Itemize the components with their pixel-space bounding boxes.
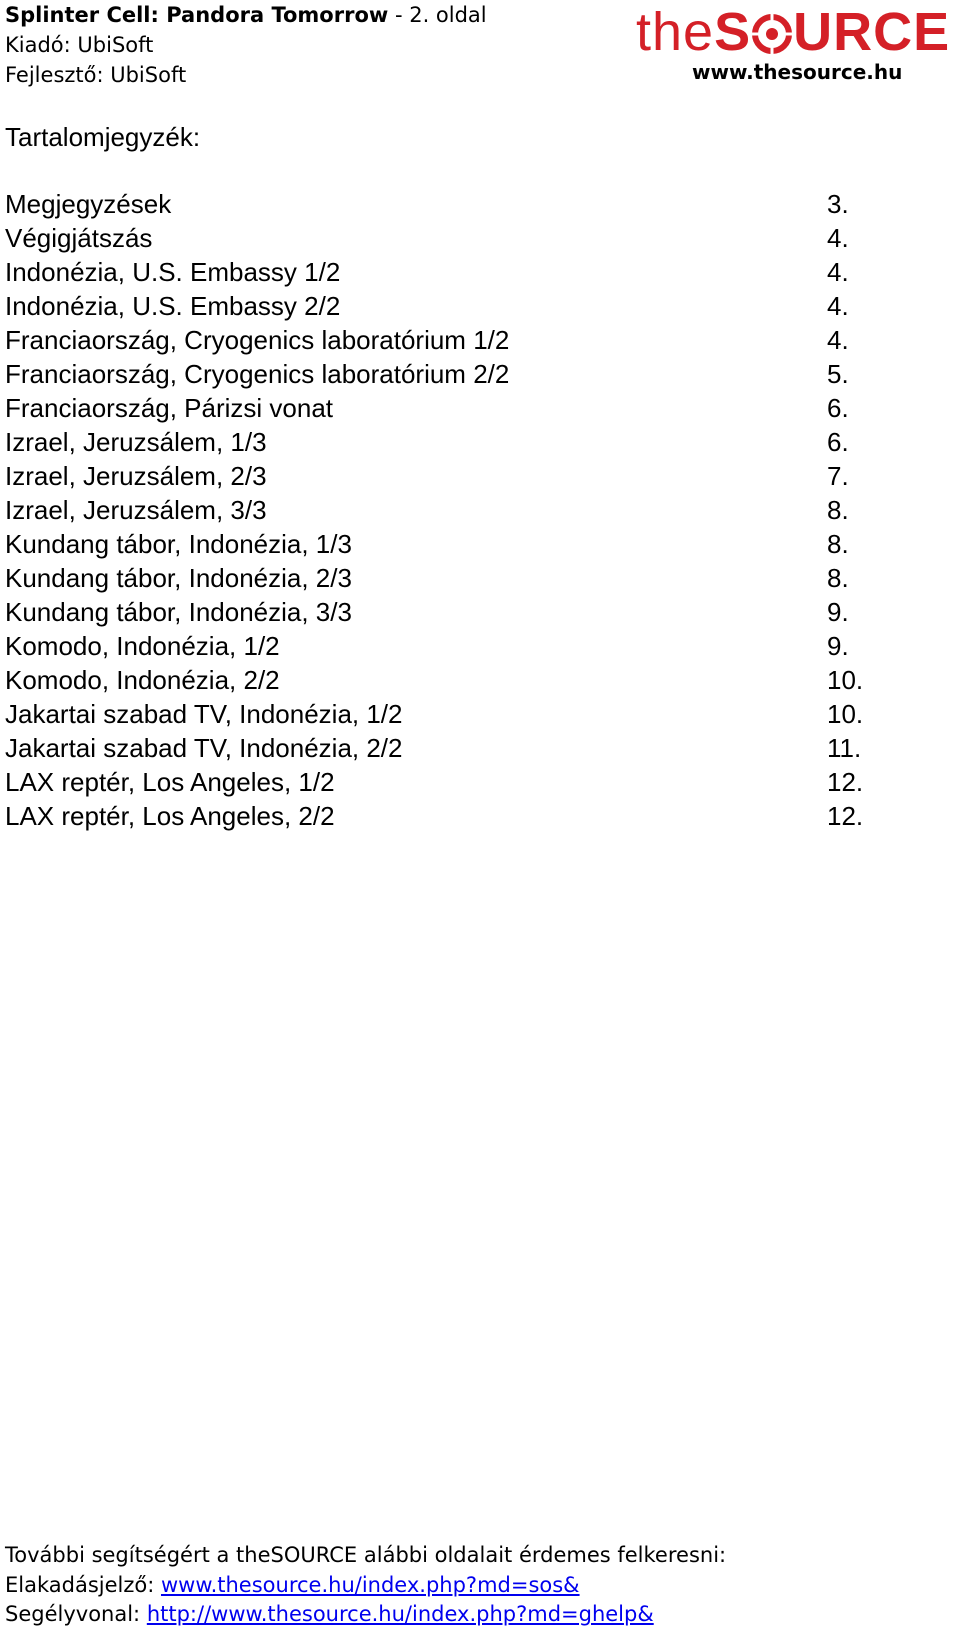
toc-entry-page: 12. — [827, 801, 864, 831]
toc-entry-page: 7. — [827, 461, 849, 491]
toc-entry — [5, 562, 875, 596]
toc-entry-title: LAX reptér, Los Angeles, 1/2 — [5, 767, 335, 797]
toc-entry — [5, 732, 875, 766]
toc-entry-page: 8. — [827, 529, 849, 559]
toc-entry — [5, 664, 875, 698]
toc-heading: Tartalomjegyzék: — [5, 122, 201, 152]
header-title-line — [5, 0, 487, 30]
logo-wordmark — [636, 4, 950, 60]
toc-entry-title: Izrael, Jeruzsálem, 2/3 — [5, 461, 267, 491]
toc-entry-page: 6. — [827, 393, 849, 423]
toc-entry-title: Megjegyzések — [5, 189, 172, 219]
footer-line-sos — [5, 1571, 726, 1601]
toc-entry — [5, 324, 875, 358]
toc-entry-title: Izrael, Jeruzsálem, 1/3 — [5, 427, 267, 457]
toc-entry — [5, 222, 875, 256]
footer-intro: További segítségért a theSOURCE alábbi oldalait érdemes felkeresni: — [5, 1543, 727, 1567]
toc-entry-title: Indonézia, U.S. Embassy 2/2 — [5, 291, 341, 321]
publisher-line: Kiadó: UbiSoft — [5, 33, 154, 57]
document-header — [5, 0, 487, 90]
toc-entry-page: 11. — [827, 733, 862, 763]
toc-entry-title: Franciaország, Cryogenics laboratórium 1/2 — [5, 325, 510, 355]
crosshair-target-icon — [752, 8, 792, 48]
toc-entry-page: 6. — [827, 427, 849, 457]
toc-entry-page: 3. — [827, 189, 849, 219]
toc-entry-title: Komodo, Indonézia, 2/2 — [5, 665, 280, 695]
toc-entry-page: 12. — [827, 767, 864, 797]
toc-entry-title: Izrael, Jeruzsálem, 3/3 — [5, 495, 267, 525]
toc-entry — [5, 426, 875, 460]
toc-entry — [5, 528, 875, 562]
toc-entry — [5, 290, 875, 324]
toc-entry-page: 4. — [827, 291, 849, 321]
table-of-contents — [5, 188, 875, 834]
footer-help-link[interactable]: http://www.thesource.hu/index.php?md=ghelp& — [146, 1602, 654, 1626]
toc-entry-title: Franciaország, Cryogenics laboratórium 2/2 — [5, 359, 510, 389]
footer-sos-link[interactable]: www.thesource.hu/index.php?md=sos& — [160, 1572, 580, 1597]
toc-entry-title: Kundang tábor, Indonézia, 1/3 — [5, 529, 352, 559]
toc-entry-title: Kundang tábor, Indonézia, 3/3 — [5, 597, 352, 627]
toc-entry-page: 9. — [827, 597, 849, 627]
toc-entry — [5, 358, 875, 392]
toc-entry — [5, 392, 875, 426]
toc-entry-page: 4. — [827, 257, 849, 287]
page-number-label: - 2. oldal — [388, 3, 487, 27]
toc-entry — [5, 766, 875, 800]
logo-url: www.thesource.hu — [692, 60, 903, 84]
toc-entry-title: Franciaország, Párizsi vonat — [5, 393, 334, 423]
toc-entry-title: Kundang tábor, Indonézia, 2/3 — [5, 563, 352, 593]
logo-word-s: S — [714, 2, 752, 62]
toc-entry-page: 9. — [827, 631, 849, 661]
toc-entry-page: 4. — [827, 325, 849, 355]
toc-entry-title: LAX reptér, Los Angeles, 2/2 — [5, 801, 335, 831]
toc-entry — [5, 630, 875, 664]
toc-entry — [5, 494, 875, 528]
toc-entry-page: 8. — [827, 563, 849, 593]
logo-word-urce: URCE — [793, 2, 951, 62]
footer-line-help — [5, 1600, 726, 1630]
logo-word-the: the — [636, 2, 715, 62]
game-title: Splinter Cell: Pandora Tomorrow — [5, 3, 389, 27]
thesource-logo — [636, 4, 956, 86]
toc-entry-page: 10. — [827, 665, 864, 695]
toc-entry-title: Jakartai szabad TV, Indonézia, 1/2 — [5, 699, 403, 729]
footer-sos-label: Elakadásjelző: — [5, 1572, 161, 1597]
toc-entry — [5, 188, 875, 222]
toc-entry-page: 5. — [827, 359, 849, 389]
toc-entry-page: 4. — [827, 223, 849, 253]
toc-entry-page: 10. — [827, 699, 864, 729]
toc-entry-title: Végigjátszás — [5, 223, 153, 253]
toc-entry-title: Komodo, Indonézia, 1/2 — [5, 631, 280, 661]
toc-entry-title: Jakartai szabad TV, Indonézia, 2/2 — [5, 733, 403, 763]
footer-help-label: Segélyvonal: — [5, 1602, 147, 1626]
toc-entry — [5, 698, 875, 732]
document-footer — [5, 1541, 726, 1630]
toc-entry — [5, 460, 875, 494]
toc-entry-page: 8. — [827, 495, 849, 525]
toc-entry — [5, 800, 875, 834]
developer-line: Fejlesztő: UbiSoft — [5, 63, 187, 87]
toc-entry-title: Indonézia, U.S. Embassy 1/2 — [5, 257, 341, 287]
toc-entry — [5, 256, 875, 290]
toc-entry — [5, 596, 875, 630]
